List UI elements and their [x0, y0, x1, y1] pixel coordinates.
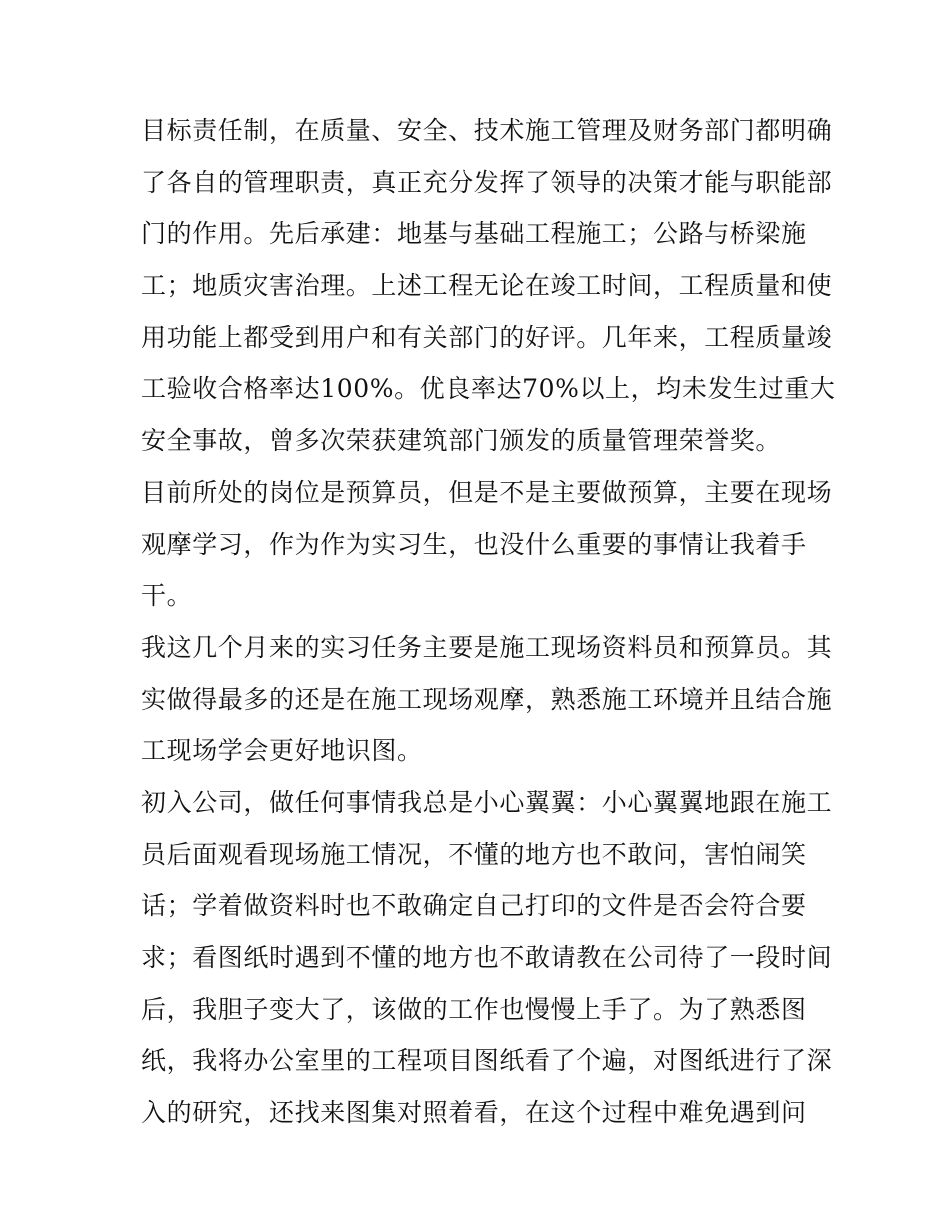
text-line: 目前所处的岗位是预算员，但是不是主要做预算，主要在现场 [141, 477, 833, 507]
text-line: 求；看图纸时遇到不懂的地方也不敢请教在公司待了一段时间 [141, 943, 833, 972]
text-line: 工验收合格率达100%。优良率达70%以上，均未发生过重大 [141, 374, 836, 404]
text-line: 工现场学会更好地识图。 [141, 736, 423, 766]
body-text [141, 105, 836, 1139]
text-line: 后，我胆子变大了，该做的工作也慢慢上手了。为了熟悉图 [141, 994, 807, 1024]
text-line: 了各自的管理职责，真正充分发挥了领导的决策才能与职能部 [141, 167, 833, 197]
text-line: 纸，我将办公室里的工程项目图纸看了个遍，对图纸进行了深 [141, 1046, 833, 1076]
text-line: 干。 [141, 581, 193, 611]
text-line: 目标责任制，在质量、安全、技术施工管理及财务部门都明确 [141, 116, 833, 145]
text-line: 员后面观看现场施工情况，不懂的地方也不敢问，害怕闹笑 [141, 839, 807, 869]
text-line: 话；学着做资料时也不敢确定自己打印的文件是否会符合要 [141, 891, 807, 921]
text-line: 门的作用。先后承建：地基与基础工程施工；公路与桥梁施 [141, 219, 807, 249]
text-line: 我这几个月来的实习任务主要是施工现场资料员和预算员。其 [141, 632, 833, 662]
text-line: 用功能上都受到用户和有关部门的好评。几年来，工程质量竣 [141, 322, 833, 352]
text-line: 观摩学习，作为作为实习生，也没什么重要的事情让我着手 [141, 529, 807, 559]
text-line: 实做得最多的还是在施工现场观摩，熟悉施工环境并且结合施 [141, 684, 833, 714]
text-line: 初入公司，做任何事情我总是小心翼翼：小心翼翼地跟在施工 [141, 787, 833, 817]
text-line: 入的研究，还找来图集对照着看，在这个过程中难免遇到问 [141, 1098, 807, 1128]
text-line: 安全事故，曾多次荣获建筑部门颁发的质量管理荣誉奖。 [141, 426, 782, 456]
text-line: 工；地质灾害治理。上述工程无论在竣工时间，工程质量和使 [141, 271, 833, 301]
